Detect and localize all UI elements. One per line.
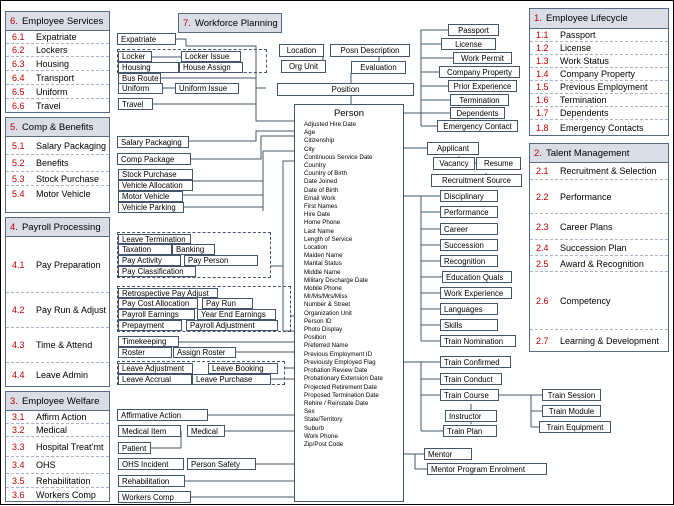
person-field: Probationary Extension Date [304, 375, 383, 383]
vacancy-box[interactable]: Vacancy [433, 157, 475, 170]
item-number: 5.3 [12, 173, 25, 184]
prepayment-box[interactable]: Prepayment [118, 320, 182, 331]
item-number: 3.6 [12, 490, 25, 500]
panel-header [6, 218, 109, 237]
assign-roster-box[interactable]: Assign Roster [173, 347, 236, 358]
person-field: Location [304, 244, 328, 252]
item-number: 2.3 [536, 221, 549, 232]
locker-issue-box[interactable]: Locker Issue [181, 51, 241, 62]
panel-number: 3. [10, 395, 18, 407]
panel-title: Employee Services [21, 15, 104, 27]
person-field: Country of Birth [304, 170, 347, 178]
person-safety-box[interactable]: Person Safety [187, 458, 256, 470]
item-label: Affirm Action [36, 412, 87, 422]
pay-activity-box[interactable]: Pay Activity [118, 255, 181, 266]
item-number: 1.8 [536, 122, 549, 133]
affirmative-action-box[interactable]: Affirmative Action [117, 409, 208, 421]
list-item[interactable] [6, 57, 109, 71]
item-number: 4.3 [12, 340, 25, 350]
person-field: Projected Retirement Date [304, 383, 377, 391]
panel-number: 2. [534, 147, 542, 159]
item-label: Competency [560, 295, 611, 306]
person-field: Person ID [304, 317, 332, 325]
item-label: Passport [560, 30, 596, 40]
panel-header [6, 392, 109, 411]
work-experience-box[interactable]: Work Experience [440, 287, 512, 299]
vehicle-allocation-box[interactable]: Vehicle Allocation [118, 180, 193, 191]
panel-title: Employee Lifecycle [545, 13, 628, 24]
item-number: 4.2 [12, 305, 25, 315]
languages-box[interactable]: Languages [440, 303, 498, 315]
panel-number: 1. [534, 13, 542, 24]
list-item[interactable] [530, 240, 668, 256]
person-field: Position [304, 334, 327, 342]
item-number: 4.1 [12, 259, 25, 270]
item-label: Performance [560, 191, 612, 202]
year-end-earnings-box[interactable]: Year End Earnings [197, 309, 276, 320]
item-number: 2.4 [536, 242, 549, 253]
item-label: Transport [36, 72, 75, 83]
train-nomination-box[interactable]: Train Nomination [440, 335, 516, 347]
person-field: Date of Birth [304, 186, 339, 194]
list-item[interactable] [530, 272, 668, 330]
rehabilitation-box[interactable]: Rehabilitation [118, 475, 185, 487]
recognition-box[interactable]: Recognition [440, 255, 498, 267]
item-label: Workers Comp [36, 490, 96, 500]
list-item[interactable] [6, 85, 109, 99]
list-item[interactable] [530, 163, 668, 180]
list-item[interactable] [6, 137, 109, 155]
list-item[interactable] [530, 94, 668, 107]
recruitment-source-box[interactable]: Recruitment Source [431, 174, 522, 187]
posn-description-box[interactable]: Posn Description [330, 44, 410, 57]
list-item[interactable] [6, 328, 109, 363]
position-box[interactable]: Position [277, 83, 414, 96]
list-item[interactable] [530, 42, 668, 55]
item-label: Hospital Treat’mt [36, 441, 104, 452]
panel-payroll-processing [5, 217, 110, 387]
person-field: Country [304, 162, 326, 170]
item-label: Recruitment & Selection [560, 166, 657, 176]
panel-number: 4. [10, 221, 18, 233]
person-field: Continuous Service Date [304, 153, 373, 161]
panel-title: Payroll Processing [21, 221, 101, 233]
person-field: Preferred Name [304, 342, 349, 350]
retrospective-pay-adjust-box[interactable]: Retrospective Pay Adjust [118, 288, 218, 298]
item-label: Career Plans [560, 221, 613, 232]
panel-title: Comp & Benefits [21, 121, 94, 133]
uniform-issue-box[interactable]: Uniform Issue [175, 83, 239, 94]
person-field: Suburb [304, 424, 324, 432]
emergency-contact-box[interactable]: Emergency Contact [437, 120, 518, 132]
list-item[interactable] [530, 256, 668, 272]
item-label: Company Property [560, 69, 636, 79]
list-item[interactable] [6, 293, 109, 328]
work-permit-box[interactable]: Work Permit [453, 52, 512, 64]
item-number: 6.3 [12, 58, 25, 69]
train-conduct-box[interactable]: Train Conduct [440, 373, 502, 385]
list-item[interactable] [530, 214, 668, 240]
dependents-box[interactable]: Dependents [450, 107, 505, 119]
item-label: Award & Recognition [560, 258, 644, 269]
uniform-box[interactable]: Uniform [118, 83, 163, 94]
person-field: State/Territory [304, 416, 343, 424]
panel-number: 5. [10, 121, 18, 133]
train-module-box[interactable]: Train Module [542, 405, 601, 417]
list-item[interactable] [530, 81, 668, 94]
item-label: Rehabilitation [36, 475, 91, 486]
person-field: Length of Service [304, 235, 353, 243]
person-field: Hire Date [304, 211, 331, 219]
list-item[interactable] [6, 71, 109, 85]
train-plan-box[interactable]: Train Plan [443, 425, 497, 437]
passport-box[interactable]: Passport [448, 24, 499, 36]
item-number: 2.6 [536, 295, 549, 306]
house-assign-box[interactable]: House Assign [179, 62, 243, 73]
pay-person-box[interactable]: Pay Person [184, 255, 258, 266]
person-field: Maiden Name [304, 252, 343, 260]
person-field: Rehire / Reinstate Date [304, 399, 369, 407]
vehicle-parking-box[interactable]: Vehicle Parking [118, 202, 184, 213]
list-item[interactable] [6, 44, 109, 57]
payroll-adjustment-box[interactable]: Payroll Adjustment [186, 320, 278, 331]
item-number: 6.5 [12, 86, 25, 97]
item-label: Termination [560, 95, 607, 105]
item-number: 1.2 [536, 43, 549, 53]
item-number: 2.2 [536, 191, 549, 202]
item-number: 3.2 [12, 425, 25, 435]
item-label: OHS [36, 460, 56, 470]
ohs-incident-box[interactable]: OHS Incident [118, 458, 184, 470]
item-label: Motor Vehicle [36, 189, 91, 199]
person-field: Organization Unit [304, 309, 352, 317]
workers-comp-box[interactable]: Workers Comp [118, 491, 191, 503]
item-label: Pay Preparation [36, 259, 101, 270]
item-number: 1.6 [536, 95, 549, 105]
person-field: Middle Name [304, 268, 341, 276]
medical-item-box[interactable]: Medical Item [118, 425, 181, 437]
item-number: 6.4 [12, 72, 25, 83]
resume-box[interactable]: Resume [476, 157, 521, 170]
list-item[interactable] [6, 488, 109, 502]
person-field: Citizenship [304, 137, 335, 145]
person-field: Work Phone [304, 432, 338, 440]
panel-employee-services [5, 11, 110, 113]
item-label: Lockers [36, 45, 68, 55]
list-item[interactable] [530, 29, 668, 42]
bus-route-box[interactable]: Bus Route [118, 73, 161, 84]
list-item[interactable] [6, 172, 109, 186]
location-box[interactable]: Location [279, 44, 324, 57]
person-title: Person [333, 108, 365, 119]
locker-box[interactable]: Locker [118, 51, 152, 62]
banking-box[interactable]: Banking [172, 244, 215, 255]
person-field: Mr/Ms/Mrs/Miss [304, 293, 348, 301]
performance-box[interactable]: Performance [440, 206, 498, 218]
item-number: 3.3 [12, 441, 25, 452]
list-item[interactable] [530, 330, 668, 352]
panel-header [530, 9, 668, 29]
item-label: Dependents [560, 108, 609, 118]
travel-box[interactable]: Travel [118, 98, 153, 110]
list-item[interactable] [6, 155, 109, 172]
list-item[interactable] [530, 68, 668, 81]
person-field: Adjusted Hire Date [304, 121, 356, 128]
item-number: 6.2 [12, 45, 25, 55]
item-label: Previous Employment [560, 82, 648, 92]
item-number: 1.3 [536, 56, 549, 66]
train-session-box[interactable]: Train Session [542, 389, 601, 401]
housing-box[interactable]: Housing [118, 62, 179, 73]
list-item[interactable] [530, 180, 668, 214]
panel-title: Employee Welfare [21, 395, 100, 407]
panel-number: 6. [10, 15, 18, 27]
person-field: Probation Review Date [304, 367, 368, 375]
panel-workforce-planning [178, 13, 282, 33]
list-item[interactable] [6, 424, 109, 437]
succession-box[interactable]: Succession [440, 239, 498, 251]
org-unit-box[interactable]: Org Unit [281, 60, 326, 73]
item-number: 1.4 [536, 69, 549, 79]
item-label: Succession Plan [560, 242, 627, 253]
instructor-box[interactable]: Instructor [445, 410, 497, 422]
panel-title: Workforce Planning [194, 17, 278, 29]
item-label: Stock Purchase [36, 173, 100, 184]
roster-box[interactable]: Roster [118, 347, 172, 358]
disciplinary-box[interactable]: Disciplinary [440, 190, 498, 202]
train-equipment-box[interactable]: Train Equipment [539, 421, 611, 433]
panel-number: 7. [183, 17, 191, 29]
applicant-box[interactable]: Applicant [427, 142, 479, 155]
list-item[interactable] [6, 99, 109, 113]
panel-employee-lifecycle [529, 8, 669, 136]
list-item[interactable] [6, 31, 109, 44]
leave-booking-box[interactable]: Leave Booking [208, 363, 278, 374]
item-label: Uniform [36, 86, 68, 97]
person-field: Previously Employed Flag [304, 358, 376, 366]
person-field: Email Work [304, 194, 336, 202]
panel-employee-welfare [5, 391, 110, 502]
panel-title: Talent Management [545, 147, 630, 159]
item-number: 1.1 [536, 30, 549, 40]
list-item[interactable] [6, 411, 109, 424]
career-box[interactable]: Career [440, 223, 498, 235]
list-item[interactable] [530, 55, 668, 68]
pay-classification-box[interactable]: Pay Classification [118, 266, 196, 277]
mentor-program-enrolment-box[interactable]: Mentor Program Enrolment [427, 463, 547, 475]
person-field: Proposed Termination Date [304, 391, 379, 399]
item-number: 1.5 [536, 82, 549, 92]
list-item[interactable] [6, 363, 109, 387]
expatriate-box[interactable]: Expatriate [117, 33, 176, 45]
stock-purchase-box[interactable]: Stock Purchase [118, 169, 193, 180]
list-item[interactable] [530, 107, 668, 120]
list-item[interactable] [6, 437, 109, 457]
item-number: 4.4 [12, 370, 25, 380]
item-label: Benefits [36, 158, 69, 168]
motor-vehicle-box[interactable]: Motor Vehicle [118, 191, 183, 202]
train-confirmed-box[interactable]: Train Confirmed [440, 356, 511, 368]
panel-header [6, 12, 109, 31]
person-field: Number & Street [304, 301, 351, 309]
person-field: City [304, 145, 315, 153]
item-number: 6.1 [12, 32, 25, 42]
list-item[interactable] [6, 474, 109, 488]
person-field: Home Phone [304, 219, 341, 227]
item-number: 2.1 [536, 166, 549, 176]
item-label: Emergency Contacts [560, 122, 644, 133]
item-label: Leave Admin [36, 370, 89, 380]
pay-run-box[interactable]: Pay Run [202, 298, 253, 309]
panel-comp-benefits [5, 117, 110, 213]
item-number: 5.1 [12, 140, 25, 151]
pay-cost-allocation-box[interactable]: Pay Cost Allocation [118, 298, 198, 309]
item-label: Medical [36, 425, 68, 435]
item-label: Learning & Development [560, 336, 660, 346]
person-field: Zip/Post Code [304, 440, 344, 448]
leave-purchase-box[interactable]: Leave Purchase [192, 374, 271, 385]
item-label: Pay Run & Adjust [36, 305, 107, 315]
person-field: Marital Status [304, 260, 342, 268]
item-number: 1.7 [536, 108, 549, 118]
skills-box[interactable]: Skills [440, 319, 498, 331]
panel-header [179, 14, 281, 32]
train-course-box[interactable]: Train Course [440, 389, 499, 401]
person-field: First Names [304, 203, 338, 211]
item-label: License [560, 43, 592, 53]
item-number: 3.4 [12, 460, 25, 470]
prior-experience-box[interactable]: Prior Experience [448, 80, 517, 92]
list-item[interactable] [6, 457, 109, 474]
leave-adjustment-box[interactable]: Leave Adjustment [118, 363, 193, 374]
license-box[interactable]: License [441, 38, 496, 50]
list-item[interactable] [6, 186, 109, 202]
item-number: 5.2 [12, 158, 25, 168]
panel-talent-management [529, 143, 669, 352]
taxation-box[interactable]: Taxation [118, 244, 172, 255]
mentor-box[interactable]: Mentor [424, 448, 472, 460]
item-number: 3.1 [12, 412, 25, 422]
person-field: Military Discharge Date [304, 276, 368, 284]
item-number: 2.5 [536, 258, 549, 269]
item-label: Expatriate [36, 32, 77, 42]
person-field: Last Name [304, 227, 334, 235]
person-field: Age [304, 129, 316, 137]
patient-box[interactable]: Patient [118, 442, 151, 454]
comp-package-box[interactable]: Comp Package [117, 153, 191, 165]
company-property-box[interactable]: Company Property [439, 66, 520, 78]
person-field: Date Joined [304, 178, 338, 186]
leave-termination-box[interactable]: Leave Termination [118, 234, 191, 244]
item-number: 5.4 [12, 189, 25, 199]
panel-header [530, 144, 668, 163]
leave-accrual-box[interactable]: Leave Accrual [118, 374, 192, 385]
salary-packaging-box[interactable]: Salary Packaging [117, 136, 189, 148]
medical-box[interactable]: Medical [187, 425, 225, 437]
person-entity[interactable] [294, 104, 404, 502]
item-label: Salary Packaging [36, 140, 107, 151]
person-field: Previous Employment ID [304, 350, 373, 358]
evaluation-box[interactable]: Evaluation [351, 61, 406, 74]
person-field: Sex [304, 408, 315, 416]
list-item[interactable] [6, 237, 109, 293]
item-label: Time & Attend [36, 340, 93, 350]
education-quals-box[interactable]: Education Quals [442, 271, 512, 283]
item-number: 3.5 [12, 475, 25, 486]
item-label: Travel [36, 101, 61, 111]
person-field: Photo Display [304, 326, 343, 334]
list-item[interactable] [530, 120, 668, 135]
termination-box[interactable]: Termination [450, 94, 509, 106]
panel-header [6, 118, 109, 137]
item-label: Housing [36, 58, 70, 69]
item-label: Work Status [560, 56, 609, 66]
person-field: Mobile Phone [304, 285, 342, 293]
item-number: 6.6 [12, 101, 25, 111]
item-number: 2.7 [536, 336, 549, 346]
payroll-earnings-box[interactable]: Payroll Earnings [118, 309, 195, 320]
timekeeping-box[interactable]: Timekeeping [118, 336, 179, 347]
